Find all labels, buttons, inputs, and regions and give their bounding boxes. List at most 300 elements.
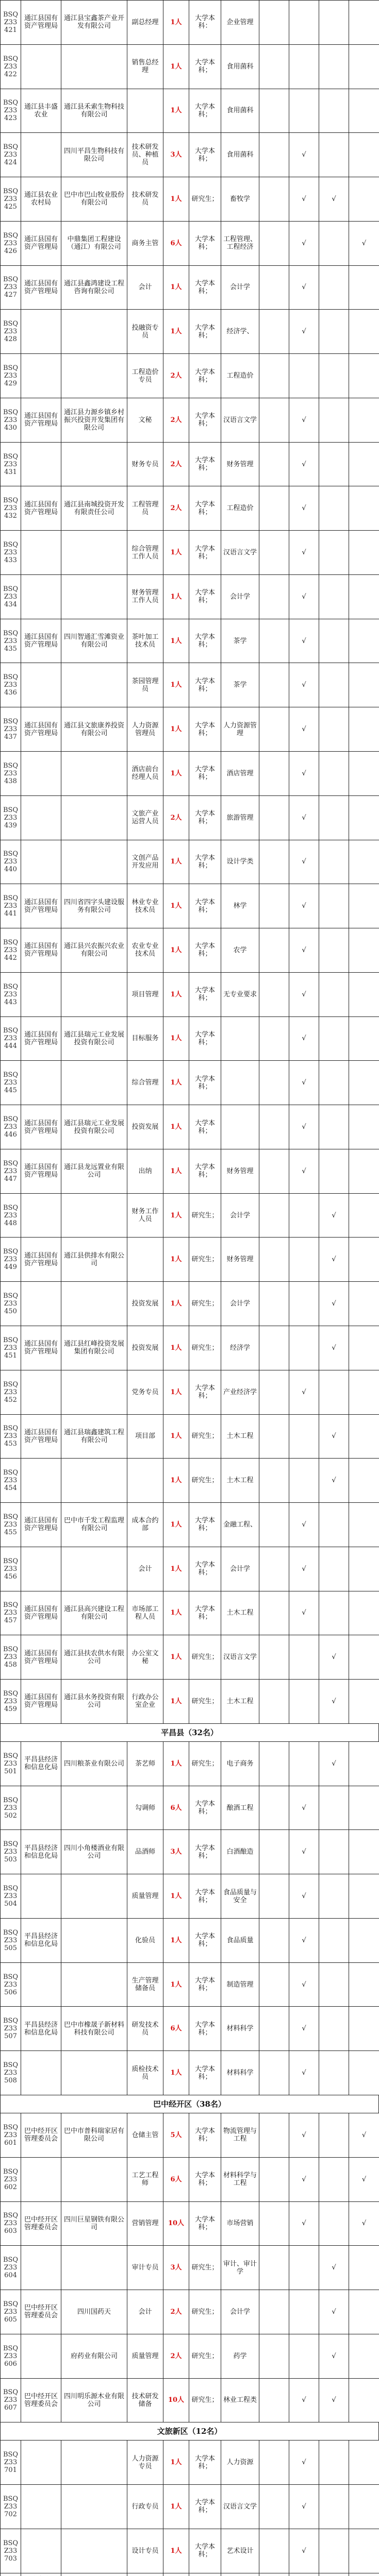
cell-m1 (259, 663, 289, 707)
cell-m3: √ (319, 1326, 349, 1370)
cell-unit (21, 1282, 61, 1326)
cell-unit (21, 531, 61, 575)
cell-m1 (259, 2051, 289, 2095)
cell-unit: 通江县国有资产管理局 (21, 1016, 61, 1061)
cell-m4 (349, 1547, 379, 1591)
cell-code: BSQZ33457 (1, 1591, 21, 1635)
cell-unit: 通江县国有资产管理局 (21, 1680, 61, 1724)
cell-m2: √ (289, 2529, 319, 2573)
cell-org (61, 2051, 127, 2095)
cell-org (61, 1874, 127, 1919)
cell-m2: √ (289, 884, 319, 928)
cell-m2: √ (289, 1149, 319, 1193)
cell-m2: √ (289, 265, 319, 310)
cell-m1 (259, 1918, 289, 1962)
cell-major: 食用菌科 (221, 133, 259, 177)
cell-org (61, 840, 127, 884)
cell-post: 质量管理 (127, 2334, 163, 2378)
cell-m1 (259, 2290, 289, 2334)
cell-m3 (319, 574, 349, 619)
cell-edu: 大学本科； (189, 1503, 221, 1547)
cell-unit: 平昌县经济和信息化局 (21, 2007, 61, 2051)
cell-m4 (349, 354, 379, 398)
cell-edu: 大学本科； (189, 133, 221, 177)
cell-m3 (319, 398, 349, 442)
cell-major: 白酒酿造 (221, 1830, 259, 1874)
cell-post: 酒店前台经理人员 (127, 752, 163, 796)
cell-m2: √ (289, 177, 319, 222)
cell-unit (21, 574, 61, 619)
table-row (1, 310, 379, 354)
cell-edu: 大学本科； (189, 972, 221, 1016)
cell-code: BSQZ33502 (1, 1786, 21, 1830)
cell-num: 1人 (163, 1105, 189, 1149)
cell-unit: 巴中经开区管理委员会 (21, 2201, 61, 2246)
cell-org (61, 574, 127, 619)
cell-m1 (259, 398, 289, 442)
cell-m2 (289, 2290, 319, 2334)
cell-major: 物流管理与工程 (221, 2113, 259, 2157)
cell-m3: √ (319, 2334, 349, 2378)
cell-unit (21, 1786, 61, 1830)
cell-unit (21, 44, 61, 89)
cell-major: 酿酒工程 (221, 1786, 259, 1830)
cell-code: BSQZ33505 (1, 1918, 21, 1962)
cell-major: 工程管理、工程经济 (221, 221, 259, 265)
cell-m2: √ (289, 2113, 319, 2157)
cell-m2 (289, 1238, 319, 1282)
cell-major: 土木工程 (221, 1591, 259, 1635)
table-row (1, 89, 379, 133)
cell-m2 (289, 1282, 319, 1326)
cell-m1 (259, 1061, 289, 1105)
cell-code: BSQZ33450 (1, 1282, 21, 1326)
cell-m4: √ (349, 221, 379, 265)
cell-num: 6人 (163, 2007, 189, 2051)
cell-num: 2人 (163, 354, 189, 398)
cell-m4 (349, 707, 379, 752)
table-row (1, 2485, 379, 2529)
cell-m3 (319, 795, 349, 840)
cell-unit (21, 2485, 61, 2529)
cell-org (61, 354, 127, 398)
cell-org: 通江县红峰投资发展集团有限公司 (61, 1326, 127, 1370)
cell-code: BSQZ33429 (1, 354, 21, 398)
cell-code: BSQZ33436 (1, 663, 21, 707)
cell-m2: √ (289, 663, 319, 707)
cell-num: 5人 (163, 2113, 189, 2157)
cell-m4 (349, 1, 379, 45)
cell-m2: √ (289, 1786, 319, 1830)
cell-code: BSQZ33459 (1, 1680, 21, 1724)
cell-code: BSQZ33448 (1, 1193, 21, 1238)
cell-m1 (259, 1786, 289, 1830)
table-row (1, 398, 379, 442)
cell-post: 品酒师 (127, 1830, 163, 1874)
cell-code: BSQZ33701 (1, 2441, 21, 2485)
cell-edu: 大学本科； (189, 44, 221, 89)
cell-m4 (349, 752, 379, 796)
cell-org: 巴中市橡晟子新材料科技有限公司 (61, 2007, 127, 2051)
cell-edu: 大学本科； (189, 1830, 221, 1874)
cell-post: 综合管理 (127, 1061, 163, 1105)
cell-m1 (259, 1149, 289, 1193)
cell-code: BSQZ33442 (1, 928, 21, 973)
cell-org (61, 2485, 127, 2529)
table-row (1, 1370, 379, 1414)
cell-m4 (349, 1459, 379, 1503)
cell-post (127, 1238, 163, 1282)
cell-num: 1人 (163, 1061, 189, 1105)
cell-org: 四川明乐源木业有限公司 (61, 2378, 127, 2422)
cell-m1 (259, 1591, 289, 1635)
table-row (1, 2573, 379, 2576)
cell-num: 1人 (163, 1282, 189, 1326)
table-row (1, 1459, 379, 1503)
cell-m3: √ (319, 1635, 349, 1680)
cell-num: 1人 (163, 752, 189, 796)
cell-m4 (349, 265, 379, 310)
cell-major: 农学 (221, 928, 259, 973)
cell-m2: √ (289, 1061, 319, 1105)
cell-code: BSQZ33456 (1, 1547, 21, 1591)
cell-post: 党务专员 (127, 1370, 163, 1414)
cell-edu: 大学本科； (189, 354, 221, 398)
cell-major: 汉语言文学 (221, 398, 259, 442)
cell-m3 (319, 442, 349, 486)
cell-m1 (259, 619, 289, 663)
table-row (1, 486, 379, 531)
cell-unit (21, 2051, 61, 2095)
cell-m3 (319, 1149, 349, 1193)
cell-edu: 研究生； (189, 1680, 221, 1724)
cell-edu: 研究生； (189, 1238, 221, 1282)
cell-code: BSQZ33507 (1, 2007, 21, 2051)
cell-post: 综合管理工作人员 (127, 531, 163, 575)
table-row (1, 2007, 379, 2051)
cell-code: BSQZ33455 (1, 1503, 21, 1547)
cell-num: 1人 (163, 663, 189, 707)
cell-code: BSQZ33605 (1, 2290, 21, 2334)
cell-major: 食品质量与安全 (221, 1874, 259, 1919)
table-row (1, 1962, 379, 2007)
cell-org: 通江县禾索生物科技有限公司 (61, 89, 127, 133)
cell-unit: 平昌县经济和信息化局 (21, 1918, 61, 1962)
cell-edu: 大学本科； (189, 442, 221, 486)
cell-num: 1人 (163, 177, 189, 222)
cell-num: 1人 (163, 574, 189, 619)
cell-m2: √ (289, 133, 319, 177)
cell-m3 (319, 928, 349, 973)
cell-m4 (349, 398, 379, 442)
cell-m2: √ (289, 2201, 319, 2246)
cell-code: BSQZ33506 (1, 1962, 21, 2007)
cell-code: BSQZ33435 (1, 619, 21, 663)
cell-m1 (259, 2529, 289, 2573)
cell-major (221, 2573, 259, 2576)
cell-m4 (349, 2573, 379, 2576)
cell-code: BSQZ33446 (1, 1105, 21, 1149)
cell-code: BSQZ33458 (1, 1635, 21, 1680)
cell-unit (21, 1061, 61, 1105)
cell-m4 (349, 2007, 379, 2051)
cell-m4 (349, 2334, 379, 2378)
cell-num: 1人 (163, 1193, 189, 1238)
cell-org: 府药业有限公司 (61, 2334, 127, 2378)
cell-org: 通江县水务投资有限公司 (61, 1680, 127, 1724)
cell-edu: 大学本科； (189, 2485, 221, 2529)
cell-post: 文旅产业运营人员 (127, 795, 163, 840)
cell-code: BSQZ33603 (1, 2201, 21, 2246)
cell-unit: 通江县国有资产管理局 (21, 486, 61, 531)
cell-post (127, 2573, 163, 2576)
cell-edu: 大学本科； (189, 1149, 221, 1193)
cell-org: 通江县瑞鑫建筑工程有限公司 (61, 1414, 127, 1459)
cell-m2: √ (289, 1874, 319, 1919)
cell-unit (21, 663, 61, 707)
cell-m2 (289, 1741, 319, 1786)
cell-num: 1人 (163, 2485, 189, 2529)
cell-edu: 研究生； (189, 1635, 221, 1680)
cell-m4 (349, 1061, 379, 1105)
cell-m4 (349, 1680, 379, 1724)
cell-major: 金融工程、 (221, 1503, 259, 1547)
cell-m1 (259, 354, 289, 398)
table-row (1, 1680, 379, 1724)
table-row (1, 2378, 379, 2422)
table-row (1, 1830, 379, 1874)
cell-m3: √ (319, 1282, 349, 1326)
cell-code: BSQZ33703 (1, 2529, 21, 2573)
cell-unit (21, 752, 61, 796)
cell-unit (21, 840, 61, 884)
table-row (1, 1786, 379, 1830)
cell-m2: √ (289, 1503, 319, 1547)
cell-edu: 大学本科； (189, 2051, 221, 2095)
cell-num: 1人 (163, 2441, 189, 2485)
cell-post: 林业专业技术员 (127, 884, 163, 928)
cell-org: 四川国药天 (61, 2290, 127, 2334)
cell-post: 设计专员 (127, 2529, 163, 2573)
cell-m4 (349, 1016, 379, 1061)
cell-m3: √ (319, 2378, 349, 2422)
table-row (1, 1105, 379, 1149)
cell-post: 质量管理 (127, 1874, 163, 1919)
cell-num: 3人 (163, 1830, 189, 1874)
cell-unit: 通江县国有资产管理局 (21, 398, 61, 442)
cell-post (127, 89, 163, 133)
cell-edu: 大学本科； (189, 2157, 221, 2201)
cell-m3 (319, 619, 349, 663)
cell-unit: 通江县国有资产管理局 (21, 619, 61, 663)
cell-edu: 大学本科； (189, 1547, 221, 1591)
cell-m4 (349, 133, 379, 177)
cell-m4 (349, 486, 379, 531)
cell-post: 技术研发员、种植员 (127, 133, 163, 177)
cell-num: 1人 (163, 1370, 189, 1414)
cell-post: 项目管理 (127, 972, 163, 1016)
table-row (1, 884, 379, 928)
cell-edu: 大学本科； (189, 265, 221, 310)
cell-m4 (349, 840, 379, 884)
cell-num: 1人 (163, 44, 189, 89)
cell-major: 汉语言文学 (221, 531, 259, 575)
cell-org (61, 531, 127, 575)
cell-m3 (319, 1591, 349, 1635)
cell-major: 食品质量 (221, 1918, 259, 1962)
cell-m1 (259, 1, 289, 45)
table-row (1, 619, 379, 663)
cell-m1 (259, 221, 289, 265)
cell-num: 1人 (163, 89, 189, 133)
cell-m2: √ (289, 2051, 319, 2095)
cell-m2: √ (289, 221, 319, 265)
cell-post: 会计 (127, 2290, 163, 2334)
cell-org (61, 2157, 127, 2201)
cell-code: BSQZ33445 (1, 1061, 21, 1105)
cell-code: BSQZ33508 (1, 2051, 21, 2095)
cell-num: 1人 (163, 707, 189, 752)
cell-m2: √ (289, 2485, 319, 2529)
cell-m3: √ (319, 2290, 349, 2334)
cell-unit: 通江县国有资产管理局 (21, 221, 61, 265)
cell-post: 技术研发储备 (127, 2378, 163, 2422)
cell-org (61, 2573, 127, 2576)
cell-post: 营销管理 (127, 2201, 163, 2246)
table-row (1, 2201, 379, 2246)
cell-code: BSQZ33426 (1, 221, 21, 265)
cell-org: 通江县瑞元工业发展投资有限公司 (61, 1016, 127, 1061)
cell-edu: 研究生； (189, 1741, 221, 1786)
table-row (1, 177, 379, 222)
cell-major: 市场营销 (221, 2201, 259, 2246)
table-row (1, 1635, 379, 1680)
cell-num: 1人 (163, 1547, 189, 1591)
cell-m3 (319, 265, 349, 310)
cell-m3 (319, 310, 349, 354)
cell-m2 (289, 1326, 319, 1370)
cell-m2: √ (289, 1547, 319, 1591)
cell-m4 (349, 1962, 379, 2007)
cell-num: 2人 (163, 442, 189, 486)
cell-num: 2人 (163, 398, 189, 442)
cell-unit (21, 354, 61, 398)
cell-major: 会计学 (221, 1547, 259, 1591)
cell-post: 茶叶加工技术员 (127, 619, 163, 663)
cell-edu: 大学本科； (189, 884, 221, 928)
cell-major: 旅游管理 (221, 795, 259, 840)
cell-unit (21, 2157, 61, 2201)
cell-org: 通江县龙远置业有限公司 (61, 1149, 127, 1193)
cell-num: 1人 (163, 1238, 189, 1282)
cell-major: 电子商务 (221, 1741, 259, 1786)
cell-m4 (349, 1193, 379, 1238)
cell-m4 (349, 2529, 379, 2573)
cell-org: 四川小角楼酒业有限公司 (61, 1830, 127, 1874)
cell-m2: √ (289, 752, 319, 796)
table-row (1, 531, 379, 575)
cell-code: BSQZ33423 (1, 89, 21, 133)
table-row (1, 1918, 379, 1962)
cell-num (163, 2573, 189, 2576)
cell-m3 (319, 884, 349, 928)
cell-major: 财务管理 (221, 1238, 259, 1282)
cell-m2: √ (289, 1962, 319, 2007)
cell-org (61, 310, 127, 354)
cell-m3 (319, 133, 349, 177)
table-row (1, 1741, 379, 1786)
cell-unit (21, 133, 61, 177)
cell-major: 林学 (221, 884, 259, 928)
table-row (1, 354, 379, 398)
section-table (0, 2113, 379, 2422)
cell-m3 (319, 1962, 349, 2007)
table-row (1, 1326, 379, 1370)
cell-edu: 研究生； (189, 1326, 221, 1370)
cell-m4 (349, 1874, 379, 1919)
cell-org (61, 663, 127, 707)
cell-post: 目标服务 (127, 1016, 163, 1061)
cell-m2 (289, 89, 319, 133)
cell-post: 人力资源管理员 (127, 707, 163, 752)
cell-m2: √ (289, 2378, 319, 2422)
cell-edu: 研究生； (189, 177, 221, 222)
cell-major: 汉语言文学 (221, 1635, 259, 1680)
cell-major: 财务管理 (221, 1149, 259, 1193)
cell-major: 工程造价 (221, 486, 259, 531)
cell-org: 四川平昌生物科技有限公司 (61, 133, 127, 177)
cell-unit: 通江县国有资产管理局 (21, 1591, 61, 1635)
cell-m1 (259, 1503, 289, 1547)
cell-org: 四川巨星钢铁有限公司 (61, 2201, 127, 2246)
cell-m2: √ (289, 1918, 319, 1962)
cell-post: 茶艺师 (127, 1741, 163, 1786)
cell-m3 (319, 1105, 349, 1149)
cell-code: BSQZ33439 (1, 795, 21, 840)
cell-major: 材料科学与工程 (221, 2157, 259, 2201)
cell-org: 中鼎集团工程建设（通江）有限公司 (61, 221, 127, 265)
cell-m4 (349, 1370, 379, 1414)
cell-code: BSQZ33454 (1, 1459, 21, 1503)
cell-m1 (259, 1741, 289, 1786)
cell-major: 土木工程 (221, 1680, 259, 1724)
table-row (1, 1874, 379, 1919)
cell-unit (21, 1193, 61, 1238)
cell-m1 (259, 1370, 289, 1414)
cell-code (1, 2573, 21, 2576)
cell-edu (189, 2573, 221, 2576)
cell-m2: √ (289, 2007, 319, 2051)
cell-post: 农业专业技术员 (127, 928, 163, 973)
cell-unit: 通江县国有资产管理局 (21, 928, 61, 973)
cell-num: 1人 (163, 1459, 189, 1503)
cell-post: 财务管理工作人员 (127, 574, 163, 619)
cell-m4 (349, 1326, 379, 1370)
cell-edu: 大学本科； (189, 1061, 221, 1105)
cell-edu: 大学本科； (189, 310, 221, 354)
cell-m1 (259, 1282, 289, 1326)
cell-major: 会计学 (221, 2290, 259, 2334)
cell-m2: √ (289, 2441, 319, 2485)
cell-post: 市场部工程人员 (127, 1591, 163, 1635)
cell-m3 (319, 2485, 349, 2529)
cell-num: 1人 (163, 1016, 189, 1061)
cell-major: 会计学 (221, 1193, 259, 1238)
cell-unit: 通江县国有资产管理局 (21, 1105, 61, 1149)
cell-m2: √ (289, 310, 319, 354)
cell-m2: √ (289, 928, 319, 973)
cell-edu: 大学本科； (189, 928, 221, 973)
